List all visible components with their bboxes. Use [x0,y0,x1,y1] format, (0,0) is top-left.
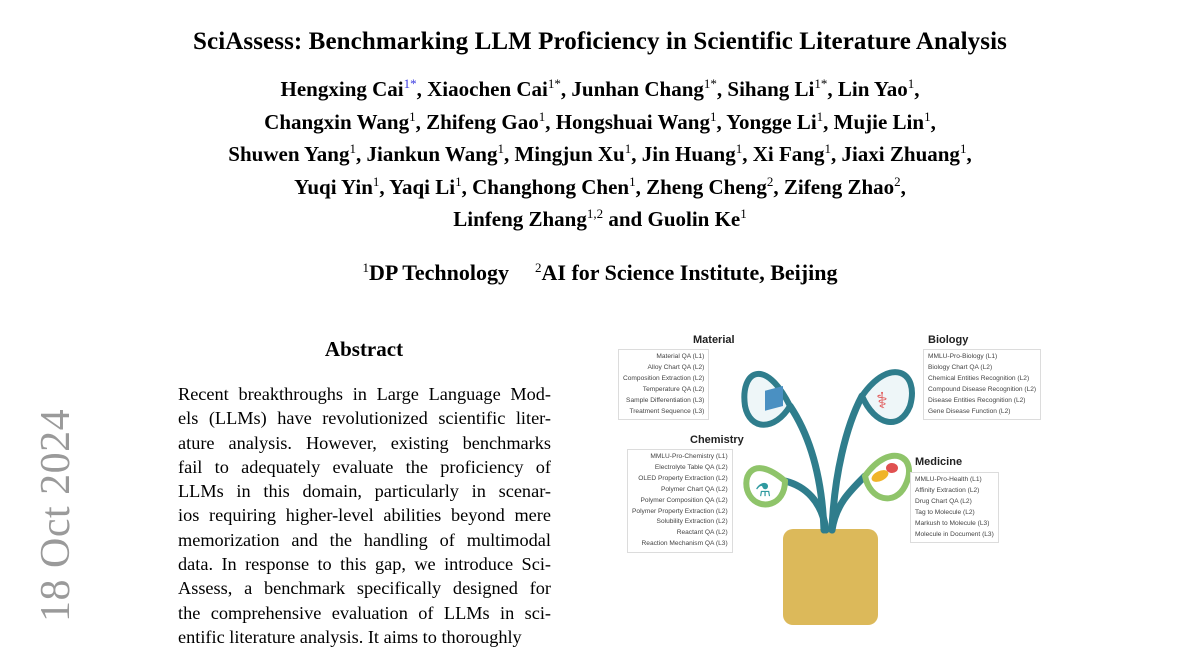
task-item: MMLU-Pro-Biology (L1) [928,353,998,360]
domain-label-biology: Biology [928,334,969,346]
author-name: Yaqi Li [389,174,456,199]
leaf-chemistry [746,468,785,504]
abstract-line: the comprehensive evaluation of LLMs in sci- [178,602,551,623]
task-item: Material QA (L1) [656,353,705,360]
author-separator: , [827,77,838,101]
abstract-line: ios requiring higher-level abilities beyond mere [178,505,551,526]
author-separator: , [742,142,753,166]
author-name: Hongshuai Wang [555,109,710,134]
abstract-line: LLMs in this domain, particularly in scenar- [178,481,551,502]
author-name: Zifeng Zhao [783,174,895,199]
svg-text:⚗: ⚗ [755,480,772,500]
author-name: Yongge Li [726,109,817,134]
author-name: Lin Yao [837,77,908,101]
abstract-text [178,382,551,649]
author-affiliation-mark: 2 [766,173,774,189]
svg-text:⚕: ⚕ [876,388,888,413]
task-item: Composition Extraction (L2) [623,374,705,382]
abstract-line: ature analysis. However, existing benchmarks [178,432,551,453]
author-name: Xiaochen Cai [427,77,548,101]
task-item: Alloy Chart QA (L2) [647,363,705,371]
task-item: Polymer Property Extraction (L2) [632,507,728,515]
author-affiliation-mark: 1 [455,173,462,189]
task-item: Molecule in Document (L3) [915,530,994,538]
author-name: Mujie Lin [833,109,925,134]
abstract-heading: Abstract [324,337,404,361]
author-name: Zhifeng Gao [426,109,539,134]
domain-label-chemistry: Chemistry [690,434,744,446]
author-separator: , [966,142,972,166]
author-separator: , [631,142,642,166]
abstract-line: memorization and the handling of multimodal [178,529,551,550]
author-name: Changhong Chen [472,174,630,199]
abstract-line: entific literature analysis. It aims to thoroughly [178,626,522,647]
leaf-material [744,374,790,425]
author-line [150,171,1050,204]
author-affiliation-mark: 1 [709,108,717,124]
task-item: Treatment Sequence (L3) [629,407,705,415]
leaf-medicine [865,456,909,499]
task-item: Compound Disease Recognition (L2) [928,385,1037,393]
task-list-biology [923,349,1041,420]
task-item: Drug Chart QA (L2) [915,497,972,505]
affiliations [0,260,1200,286]
author-separator: and [603,207,648,231]
author-name: Linfeng Zhang [453,207,587,231]
task-item: Affinity Extraction (L2) [915,486,980,494]
pot [783,529,878,625]
task-list-chemistry [627,449,733,553]
abstract-line: data. In response to this gap, we introduce Sci- [178,554,551,575]
task-item: Chemical Entities Recognition (L2) [928,374,1030,382]
author-name: Hengxing Cai [280,77,404,101]
author-name: Zheng Cheng [646,174,767,199]
author-affiliation-mark: 1 [824,141,831,156]
author-name: Jiaxi Zhuang [841,142,960,166]
author-affiliation-mark: 1 [629,173,636,189]
affiliation-1: $^1$DP Technology [362,260,509,285]
author-name: Xi Fang [752,142,825,166]
author-affiliation-mark: 1 [924,108,931,124]
author-separator: , [379,174,390,199]
author-separator: , [914,77,920,101]
author-name: Shuwen Yang [228,142,350,166]
author-separator: , [823,109,834,134]
task-item: Temperature QA (L2) [642,385,705,393]
task-item: Sample Differentiation (L3) [626,396,705,404]
abstract-line: els (LLMs) have revolutionized scientific liter- [178,408,551,429]
author-affiliation-mark: 2 [894,173,901,189]
task-item: Electrolyte Table QA (L2) [654,463,728,471]
author-affiliation-mark: 1 [959,141,967,156]
author-separator: , [716,109,727,134]
author-separator: , [900,174,906,199]
author-separator: , [635,174,647,199]
author-affiliation-mark: 1 [907,76,915,91]
abstract-line: Assess, a benchmark specifically designed for [178,578,551,599]
task-item: Reactant QA (L2) [676,529,728,537]
sciassess-overview-figure [600,326,1060,636]
author-separator: , [930,109,936,134]
author-line [150,138,1050,171]
author-affiliation-mark: 1 [538,108,546,124]
task-item: Reaction Mechanism QA (L3) [641,540,728,548]
task-item: MMLU-Pro-Health (L1) [915,476,982,483]
author-separator: , [415,109,427,134]
author-affiliation-mark: 1* [403,76,417,91]
author-affiliation-mark: 1 [735,141,743,156]
affiliation-2: $^2$AI for Science Institute, Beijing [535,260,838,285]
task-list-material [618,349,709,420]
author-affiliation-mark: 1,2 [586,206,604,221]
author-affiliation-mark: 1 [409,108,416,124]
author-affiliation-mark: 1 [349,141,356,156]
domain-label-medicine: Medicine [915,456,963,468]
author-separator: , [560,77,572,101]
author-separator: , [416,77,428,101]
task-item: Disease Entities Recognition (L2) [928,396,1026,404]
abstract-line: fail to adequately evaluate the proficiency of [178,456,551,477]
author-affiliation-mark: 1 [497,141,504,156]
author-affiliation-mark: 1* [703,76,717,91]
author-separator: , [356,142,367,166]
author-name: Sihang Li [727,77,815,101]
leaf-biology [862,372,912,422]
author-separator: , [830,142,842,166]
task-item: Tag to Molecule (L2) [915,508,975,516]
task-item: Polymer Chart QA (L2) [660,485,728,493]
author-separator: , [461,174,473,199]
author-separator: , [545,109,556,134]
author-separator: , [716,77,728,101]
task-item: Polymer Composition QA (L2) [640,496,728,504]
task-item: MMLU-Pro-Chemistry (L1) [650,453,728,460]
task-item: Biology Chart QA (L2) [928,363,993,371]
author-name: Mingjun Xu [514,142,625,166]
author-name: Changxin Wang [264,109,410,134]
author-name: Jin Huang [641,142,736,166]
paper-title: SciAssess: Benchmarking LLM Proficiency in Scientific Literature Analysis [193,28,1007,55]
task-item: Markush to Molecule (L3) [915,519,990,527]
author-line [150,73,1050,106]
task-item: Solubility Extraction (L2) [656,518,728,526]
author-affiliation-mark: 1 [624,141,632,156]
author-separator: , [503,142,515,166]
author-list [150,73,1050,236]
domain-label-material: Material [693,334,735,346]
author-affiliation-mark: 1 [372,173,380,189]
abstract-line: Recent breakthroughs in Large Language Mod- [178,384,551,404]
task-item: Gene Disease Function (L2) [928,407,1011,415]
author-name: Junhan Chang [571,77,704,101]
author-affiliation-mark: 1* [814,76,828,91]
author-name: Guolin Ke [647,207,741,231]
author-line [150,106,1050,139]
arxiv-date-stamp: 18 Oct 2024 [33,408,79,622]
author-affiliation-mark: 1* [547,76,561,91]
author-separator: , [773,174,784,199]
author-name: Yuqi Yin [294,174,373,199]
author-name: Jiankun Wang [366,142,498,166]
task-item: OLED Property Extraction (L2) [638,474,728,482]
author-line [150,203,1050,236]
task-list-medicine [910,472,999,543]
author-affiliation-mark: 1 [816,108,824,124]
author-affiliation-mark: 1 [740,206,747,221]
